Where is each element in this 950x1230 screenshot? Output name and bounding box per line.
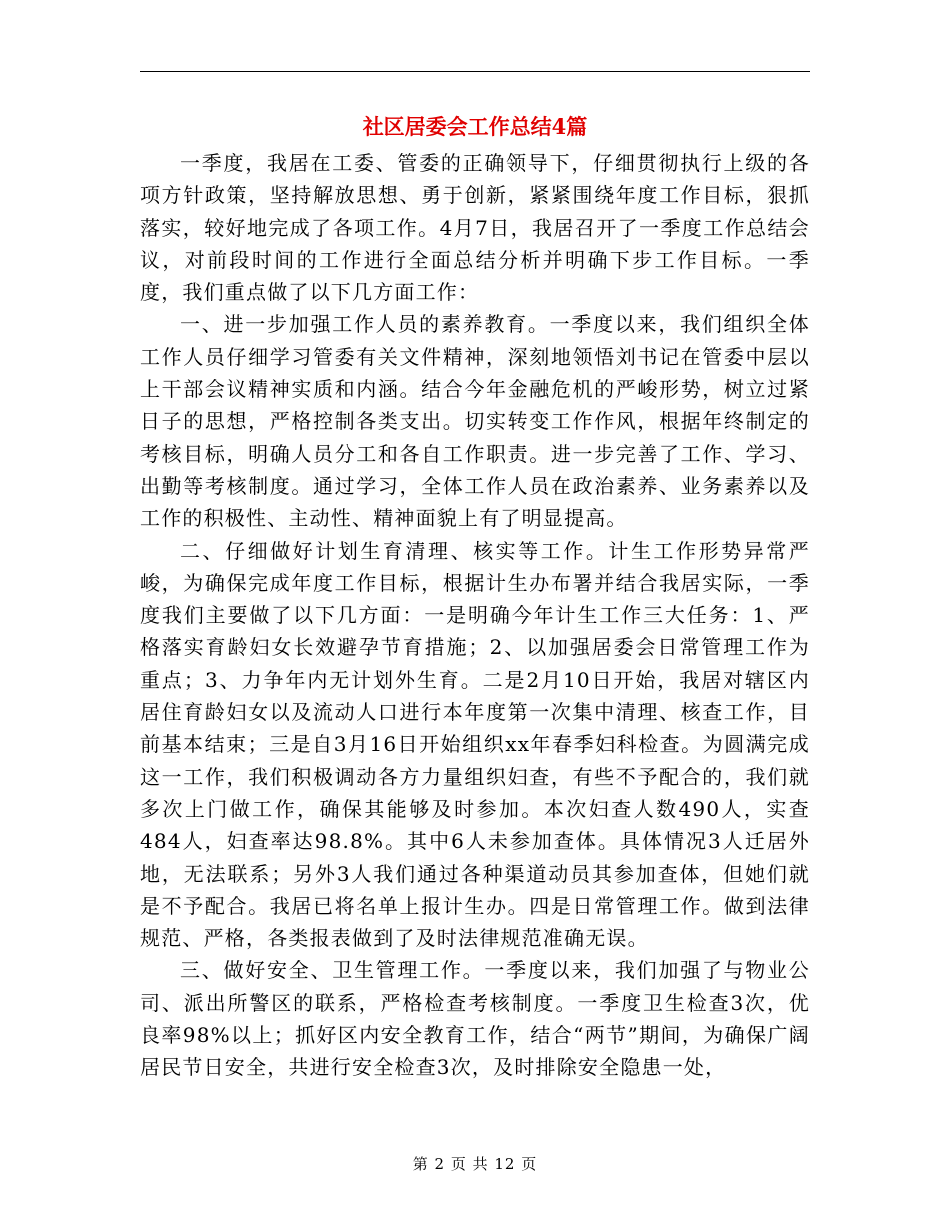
paragraph-section-3: 三、做好安全、卫生管理工作。一季度以来，我们加强了与物业公司、派出所警区的联系，严格检查考核制度。一季度卫生检查3次，优良率98%以上；抓好区内安全教育工作，结合“两节”期间，为确保广阔居民节日安全，共进行安全检查3次，及时排除安全隐患一处，	[140, 958, 810, 1080]
page-number-footer: 第 2 页 共 12 页	[412, 1155, 538, 1173]
paragraph-intro: 一季度，我居在工委、管委的正确领导下，仔细贯彻执行上级的各项方针政策，坚持解放思想、勇于创新，紧紧围绕年度工作目标，狠抓落实，较好地完成了各项工作。4月7日，我居召开了一季度工作总结会议，对前段时间的工作进行全面总结分析并明确下步工作目标。一季度，我们重点做了以下几方面工作：	[140, 151, 810, 305]
document-title: 社区居委会工作总结4篇	[362, 114, 588, 139]
paragraph-section-1: 一、进一步加强工作人员的素养教育。一季度以来，我们组织全体工作人员仔细学习管委有关文件精神，深刻地领悟刘书记在管委中层以上干部会议精神实质和内涵。结合今年金融危机的严峻形势，树立过紧日子的思想，严格控制各类支出。切实转变工作作风，根据年终制定的考核目标，明确人员分工和各自工作职责。进一步完善了工作、学习、出勤等考核制度。通过学习，全体工作人员在政治素养、业务素养以及工作的积极性、主动性、精神面貌上有了明显提高。	[140, 312, 810, 531]
paragraph-section-2: 二、仔细做好计划生育清理、核实等工作。计生工作形势异常严峻，为确保完成年度工作目标，根据计生办布署并结合我居实际，一季度我们主要做了以下几方面：一是明确今年计生工作三大任务：1、严格落实育龄妇女长效避孕节育措施；2、以加强居委会日常管理工作为重点；3、力争年内无计划外生育。二是2月10日开始，我居对辖区内居住育龄妇女以及流动人口进行本年度第一次集中清理、核查工作，目前基本结束；三是自3月16日开始组织xx年春季妇科检查。为圆满完成这一工作，我们积极调动各方力量组织妇查，有些不予配合的，我们就多次上门做工作，确保其能够及时参加。本次妇查人数490人，实查484人，妇查率达98.8%。其中6人未参加查体。具体情况3人迁居外地，无法联系；另外3人我们通过各种渠道动员其参加查体，但她们就是不予配合。我居已将名单上报计生办。四是日常管理工作。做到法律规范、严格，各类报表做到了及时法律规范准确无误。	[140, 538, 810, 951]
header-rule	[140, 71, 810, 72]
document-body	[140, 147, 810, 1084]
